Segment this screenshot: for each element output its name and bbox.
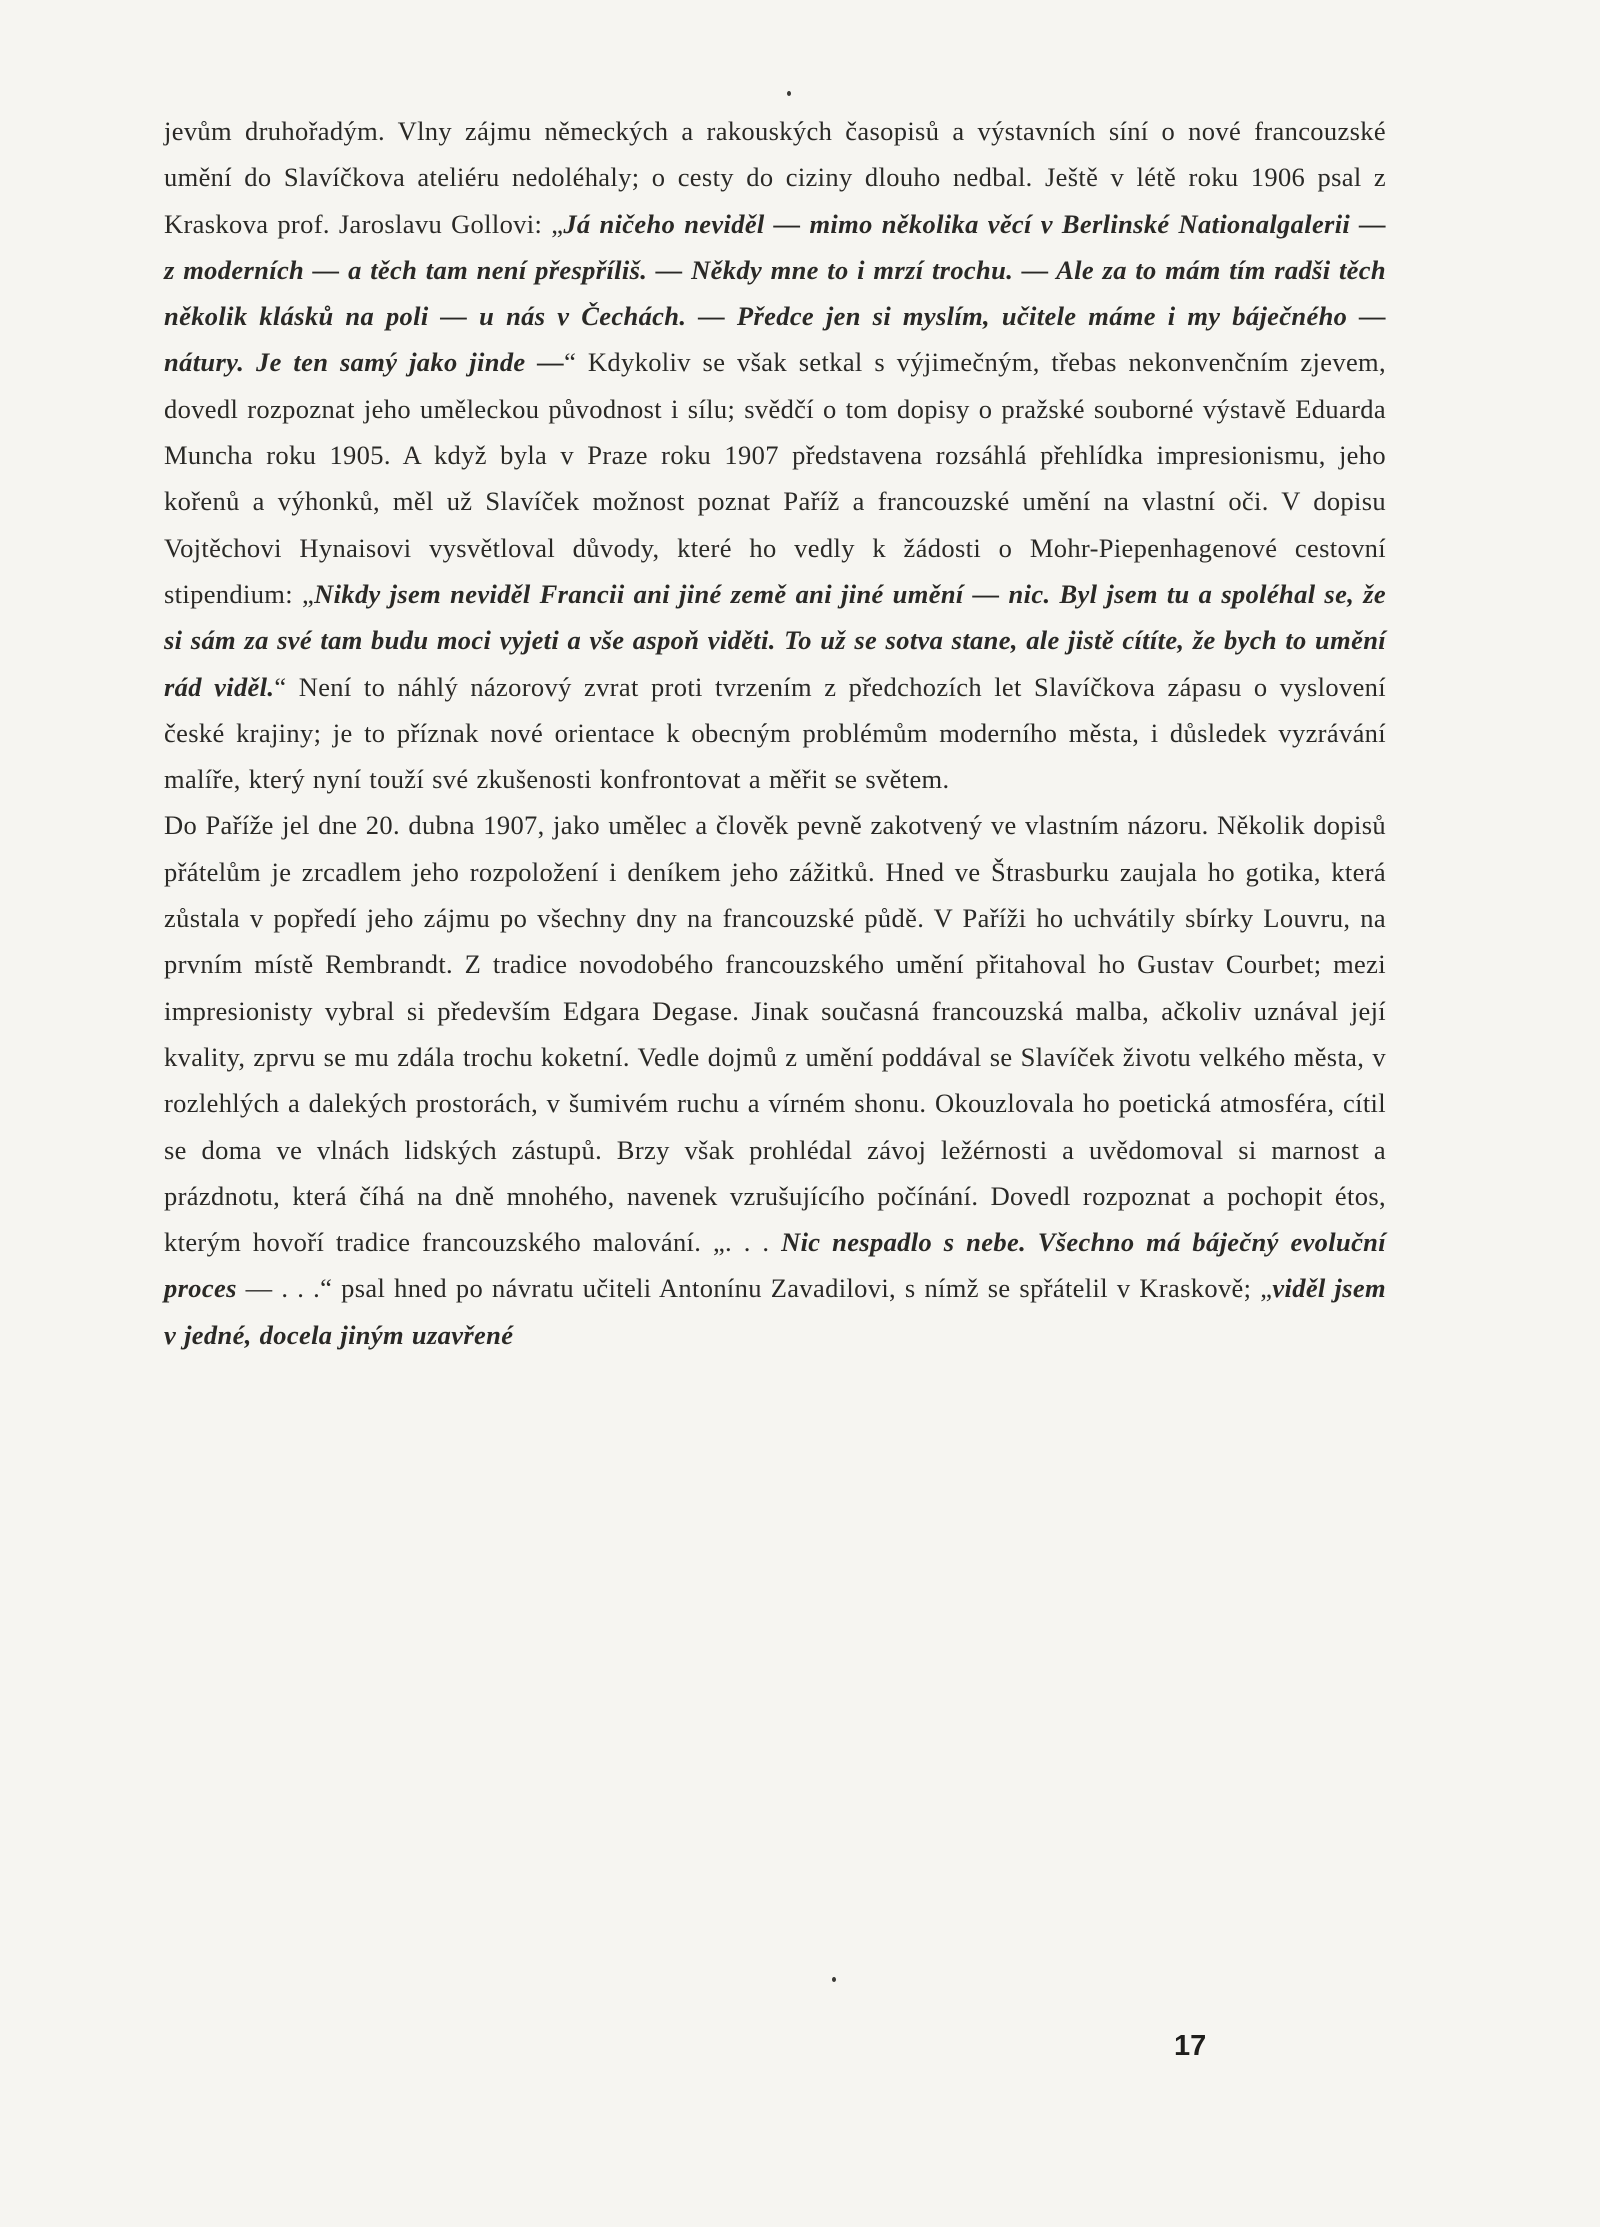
text-segment: Do Paříže jel dne 20. dubna 1907, jako umělec a člověk pevně zakotvený ve vlastním názoru. Několik dopisů přátelům je zrcadlem jeho rozpoložení i deníkem jeho zážitků. Hned ve Štrasburku zaujala ho gotika, která zůstala v popředí jeho zájmu po všechny dny na francouzské půdě. V Paříži ho uchvátily sbírky Louvru, na prvním místě Rembrandt. Z tradice novodobého francouzského umění přitahoval ho Gustav Courbet; mezi impresionisty vybral si především Edgara Degase. Jinak současná francouzská malba, ačkoliv uznával její kvality, zprvu se mu zdála trochu koketní. Vedle dojmů z umění poddával se Slavíček životu velkého města, v rozlehlých a dalekých prostorách, v šumivém ruchu a vírném shonu. Okouzlovala ho poetická atmosféra, cítil se doma ve vlnách lidských zástupů. Brzy však prohlédal závoj ležérnosti a uvědomoval si marnost a prázdnotu, která číhá na dně mnohého, navenek vzrušujícího počínání. Dovedl rozpoznat a pochopit étos, kterým hovoří tradice francouzského malování. „. . . bbox=[164, 810, 1386, 1258]
paragraph-2 bbox=[164, 802, 1386, 1358]
text-segment: “ Kdykoliv se však setkal s výjimečným, třebas nekonvenčním zjevem, dovedl rozpoznat jeho uměleckou původnost i sílu; svědčí o tom dopisy o pražské souborné výstavě Eduarda Muncha roku 1905. A když byla v Praze roku 1907 představena rozsáhlá přehlídka impresionismu, jeho kořenů a výhonků, měl už Slavíček možnost poznat Paříž a francouzské umění na vlastní oči. V dopisu Vojtěchovi Hynaisovi vysvětloval důvody, které ho vedly k žádosti o Mohr-Piepenhagenové cestovní stipendium: „ bbox=[164, 347, 1386, 609]
print-speck bbox=[832, 1977, 836, 1982]
paragraph-1 bbox=[164, 108, 1386, 802]
quote-italic: viděl jsem v jedné, docela jiným uzavřené bbox=[164, 1273, 1386, 1350]
text-segment: “ Není to náhlý názorový zvrat proti tvrzením z předchozích let Slavíčkova zápasu o vyslovení české krajiny; je to příznak nové orientace k obecným problémům moderního města, i důsledek vyzrávání malíře, který nyní touží své zkušenosti konfrontovat a měřit se světem. bbox=[164, 671, 1386, 795]
quote-italic: Já ničeho neviděl — mimo několika věcí v Berlinské Nationalgalerii — z moderních — a těch tam není přespříliš. — Někdy mne to i mrzí trochu. — Ale za to mám tím radši těch několik klásků na poli — u nás v Čechách. — Předce jen si myslím, učitele máme i my báječného — nátury. Je ten samý jako jinde — bbox=[164, 208, 1386, 378]
text-segment: — . . .“ psal hned po návratu učiteli Antonínu Zavadilovi, s nímž se spřátelil v Kraskově; „ bbox=[236, 1273, 1273, 1304]
page-number: 17 bbox=[1174, 2030, 1207, 2062]
body-text bbox=[164, 108, 1386, 1358]
print-speck bbox=[787, 91, 791, 96]
quote-italic: Nic nespadlo s nebe. Všechno má báječný evoluční proces bbox=[164, 1227, 1386, 1304]
text-segment: jevům druhořadým. Vlny zájmu německých a rakouských časopisů a výstavních síní o nové francouzské umění do Slavíčkova ateliéru nedoléhaly; o cesty do ciziny dlouho nedbal. Ještě v létě roku 1906 psal z Kraskova prof. Jaroslavu Gollovi: „ bbox=[164, 116, 1386, 239]
quote-italic: Nikdy jsem neviděl Francii ani jiné země ani jiné umění — nic. Byl jsem tu a spoléhal se, že si sám za své tam budu moci vyjeti a vše aspoň viděti. To už se sotva stane, ale jistě cítíte, že bych to umění rád viděl. bbox=[164, 578, 1386, 702]
